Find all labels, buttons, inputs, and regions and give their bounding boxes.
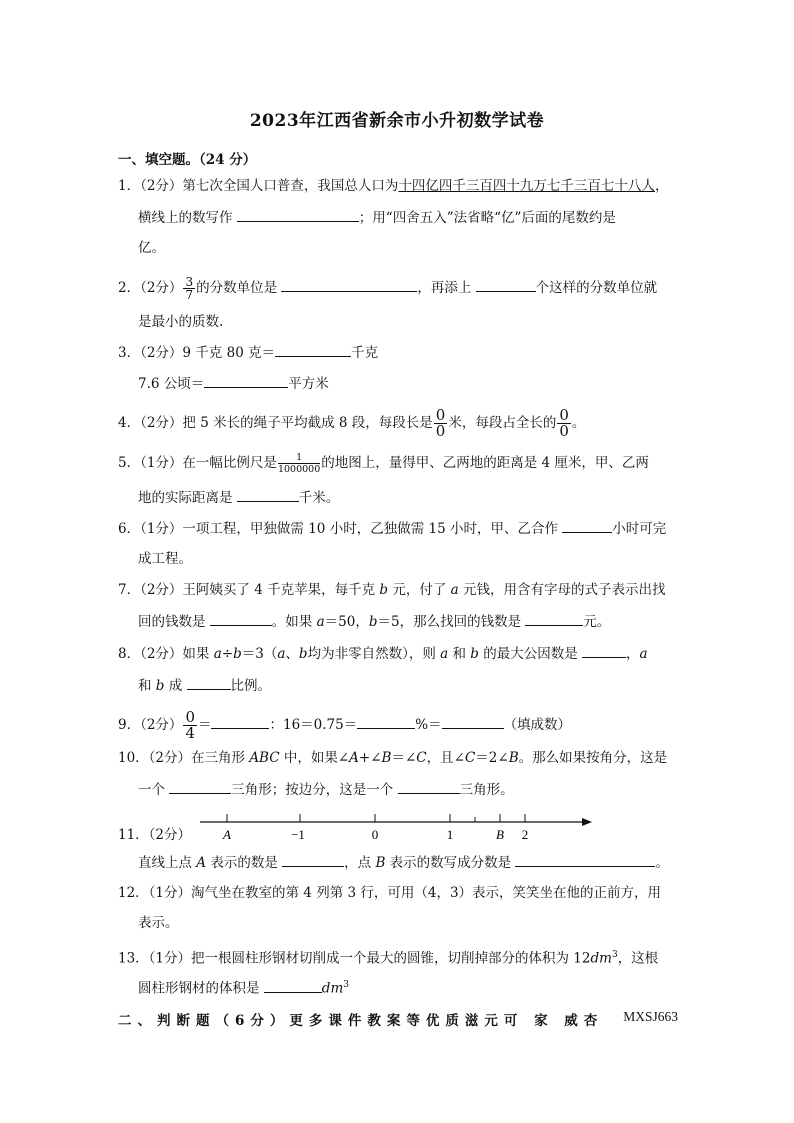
question-3-line-2 (138, 373, 329, 394)
q8-text: 8．（2分）如果 (118, 646, 214, 662)
question-8-line-1 (118, 643, 648, 664)
angle-b: B (381, 750, 392, 766)
q11-text: 直线上点 (138, 855, 197, 871)
q10-text: ＝∠ (391, 750, 417, 766)
q4-text: 米，每段占全长的 (448, 415, 557, 431)
q1-text: 横线上的数写作 (138, 210, 233, 226)
angle-a: A (349, 750, 359, 766)
q10-text: 中，如果∠ (279, 750, 350, 766)
tick-label-1: 1 (446, 827, 454, 842)
q5-text: 5．（1分）在一幅比例尺是 (118, 455, 277, 471)
variable-a: a (316, 614, 325, 630)
q1-underlined-number: 十四亿四千三百四十九万七千三百七十八人 (398, 178, 655, 194)
q8-text: 成 (164, 678, 183, 694)
q2-text: 个这样的分数单位就 (535, 280, 658, 296)
answer-blank[interactable] (398, 779, 460, 794)
fraction-denominator: 4 (185, 724, 195, 742)
q5-text: 千米。 (298, 490, 340, 506)
variable-b: b (233, 646, 242, 662)
q8-text: ÷ (221, 646, 234, 662)
fraction-blank[interactable] (557, 408, 571, 439)
answer-blank[interactable] (275, 342, 351, 357)
question-7-line-2 (138, 611, 610, 632)
q10-text: 三角形；按边分，这是一个 (231, 782, 394, 798)
tick-label-0: 0 (371, 827, 379, 842)
question-9-line-1 (118, 710, 571, 741)
question-11-line-2 (138, 852, 669, 873)
fraction-numerator: 0 (185, 708, 195, 726)
q7-text: ＝5，那么找回的钱数是 (377, 614, 522, 630)
q10-text: 一个 (138, 782, 165, 798)
answer-blank[interactable] (237, 487, 299, 502)
tick-label-minus-1: −1 (291, 827, 305, 842)
q3-text: 千克 (351, 345, 379, 361)
answer-blank[interactable] (357, 714, 415, 729)
fraction-denominator: 0 (435, 422, 446, 440)
answer-blank[interactable] (211, 714, 269, 729)
q11-text: 。 (655, 855, 669, 871)
q3-text: 7.6 公顷＝ (138, 376, 205, 392)
q9-text: ＝ (197, 717, 212, 733)
answer-blank[interactable] (210, 611, 272, 626)
number-line (180, 806, 600, 846)
question-1-line-2 (138, 207, 616, 228)
q7-text: 。如果 (271, 614, 317, 630)
point-a: A (196, 855, 207, 871)
q8-text: 比例。 (230, 678, 272, 694)
q7-text: 7．（2分）王阿姨买了 4 千克苹果，每千克 (118, 582, 380, 598)
q9-prefix: 9．（2分） (118, 717, 183, 733)
answer-blank[interactable] (169, 779, 231, 794)
angle-c: C (464, 750, 476, 766)
section-heading-fill-blank: 一、填空题。（24 分） (118, 152, 257, 168)
q5-text: 地的实际距离是 (138, 490, 233, 506)
q10-text: 10．（2分）在三角形 (118, 750, 250, 766)
tick-label-2: 2 (521, 827, 529, 842)
variable-b: b (298, 646, 308, 662)
variable-b: b (368, 614, 378, 630)
question-1-line-1 (118, 176, 668, 196)
answer-blank[interactable] (281, 277, 417, 292)
unit-exponent: 3 (343, 980, 349, 990)
fraction-denominator: 1000000 (277, 464, 321, 475)
question-5-line-2 (138, 487, 339, 508)
question-10-line-1 (118, 748, 667, 768)
point-b: B (375, 855, 386, 871)
q9-text: ：16＝0.75＝ (269, 717, 358, 733)
question-7-line-1 (118, 580, 666, 600)
variable-b: b (470, 646, 479, 662)
q2-text: ，再添上 (417, 280, 472, 296)
variable-a: a (639, 646, 648, 662)
answer-blank[interactable] (525, 611, 583, 626)
variable-b: b (379, 582, 389, 598)
q9-text: （填成数） (503, 717, 572, 733)
fraction-blank[interactable] (434, 408, 448, 439)
q4-text: 。 (571, 415, 586, 431)
answer-blank[interactable] (282, 852, 344, 867)
angle-b: B (508, 750, 519, 766)
variable-b: b (155, 678, 165, 694)
unit-dm: dm (321, 980, 344, 997)
q2-prefix: 2．（2分） (118, 280, 183, 296)
q8-text: ＝3（ (241, 646, 278, 662)
answer-blank[interactable] (187, 675, 231, 690)
fraction-denominator: 7 (185, 288, 194, 302)
q1-text: ；用“四舍五入”法省略“亿”后面的尾数约是 (358, 210, 616, 226)
q3-text: 平方米 (288, 376, 329, 392)
fraction-denominator: 0 (559, 422, 569, 440)
q9-text: %＝ (415, 717, 442, 733)
triangle-name: ABC (249, 750, 280, 766)
unit-exponent: 3 (611, 950, 618, 960)
q7-text: 元，付了 (388, 582, 451, 598)
answer-blank[interactable] (204, 373, 288, 388)
fraction (183, 276, 195, 301)
q8-text: 和 (138, 678, 156, 694)
question-2-line-2: 是最小的质数. (138, 314, 224, 330)
page-title: 2023年江西省新余市小升初数学试卷 (249, 111, 545, 131)
q7-text: 回的钱数是 (138, 614, 206, 630)
answer-blank[interactable] (562, 518, 612, 533)
q3-text: 3．（2分）9 千克 80 克＝ (118, 345, 276, 361)
answer-blank[interactable] (582, 643, 626, 658)
question-2-line-1 (118, 276, 657, 301)
question-12-line-2: 表示。 (138, 915, 179, 931)
question-12-line-1: 12．（1分）淘气坐在教室的第 4 列第 3 行，可用（4，3）表示，笑笑坐在他的正前方，用 (118, 885, 662, 901)
fraction-numerator: 1 (278, 452, 320, 464)
q4-text: 4．（2分）把 5 米长的绳子平均截成 8 段，每段长是 (118, 415, 433, 431)
number-line-arrow (582, 818, 592, 826)
q10-text: ＝2∠ (475, 750, 509, 766)
question-6-line-1 (118, 518, 666, 539)
variable-a: a (440, 646, 449, 662)
footer-text: 二、判断题（6分）更多课件教案等优质滋元可 家 威杏 (118, 1013, 604, 1029)
question-1-line-3: 亿。 (138, 240, 165, 256)
q13-text: 圆柱形钢材的体积是 (138, 980, 260, 997)
q8-text: 和 (448, 646, 471, 662)
q8-text: 均为非零自然数），则 (307, 646, 441, 662)
q6-text: 6．（1分）一项工程，甲独做需 10 小时，乙独做需 15 小时，甲、乙合作 (118, 521, 558, 537)
question-4-line-1 (118, 408, 585, 439)
angle-c: C (416, 750, 427, 766)
fraction-numerator: 0 (559, 406, 569, 424)
q8-text: 、 (285, 646, 299, 662)
q10-text: +∠ (358, 750, 382, 766)
section-heading-judgement (118, 1009, 678, 1029)
question-11-prefix: 11．（2分） (118, 827, 192, 843)
q1-prefix: 1．（2分）第七次全国人口普查，我国总人口为 (118, 178, 399, 194)
q6-text: 小时可完 (612, 521, 667, 537)
q7-text: 元。 (583, 614, 611, 630)
variable-a: a (213, 646, 222, 662)
q8-text: ， (626, 646, 640, 662)
scale-fraction (278, 452, 320, 475)
q1-suffix: ， (654, 178, 669, 194)
q10-text: 三角形。 (459, 782, 514, 798)
answer-blank[interactable] (515, 852, 655, 867)
fraction-numerator: 3 (185, 275, 194, 289)
question-5-line-1 (118, 452, 649, 475)
q13-text: 13．（1分）把一根圆柱形钢材切削成一个最大的圆锥，切削掉部分的体积为 12 (118, 950, 591, 967)
q11-text: ，点 (344, 855, 376, 871)
answer-blank[interactable] (442, 714, 504, 729)
q10-text: 。那么如果按角分，这是 (518, 750, 668, 766)
variable-a: a (450, 582, 459, 598)
variable-a: a (277, 646, 286, 662)
answer-blank[interactable] (476, 277, 536, 292)
q7-text: 元钱，用含有字母的式子表示出找 (458, 582, 666, 598)
question-10-line-2 (138, 779, 514, 800)
q5-text: 的地图上，量得甲、乙两地的距离是 4 厘米，甲、乙两 (321, 455, 649, 471)
q2-text: 的分数单位是 (196, 280, 278, 296)
tick-label-A: A (223, 827, 231, 842)
footer-code: MXSJ663 (623, 1009, 678, 1024)
q8-text: 的最大公因数是 (478, 646, 578, 662)
question-13-line-1 (118, 945, 658, 969)
fraction-numerator: 0 (435, 406, 446, 424)
answer-blank[interactable] (237, 207, 359, 222)
question-6-line-2: 成工程。 (138, 551, 192, 567)
q13-text: ，这根 (617, 950, 659, 967)
question-13-line-2 (138, 975, 349, 999)
answer-blank[interactable] (264, 978, 322, 993)
q10-text: ，且∠ (426, 750, 465, 766)
question-8-line-2 (138, 675, 271, 696)
unit-dm: dm (590, 950, 612, 967)
q11-text: 表示的数是 (206, 855, 278, 871)
q11-text: 表示的数写成分数是 (385, 855, 512, 871)
fraction-blank[interactable] (183, 710, 197, 741)
question-3-line-1 (118, 342, 378, 363)
q7-text: ＝50， (324, 614, 369, 630)
tick-label-B: B (496, 827, 504, 842)
